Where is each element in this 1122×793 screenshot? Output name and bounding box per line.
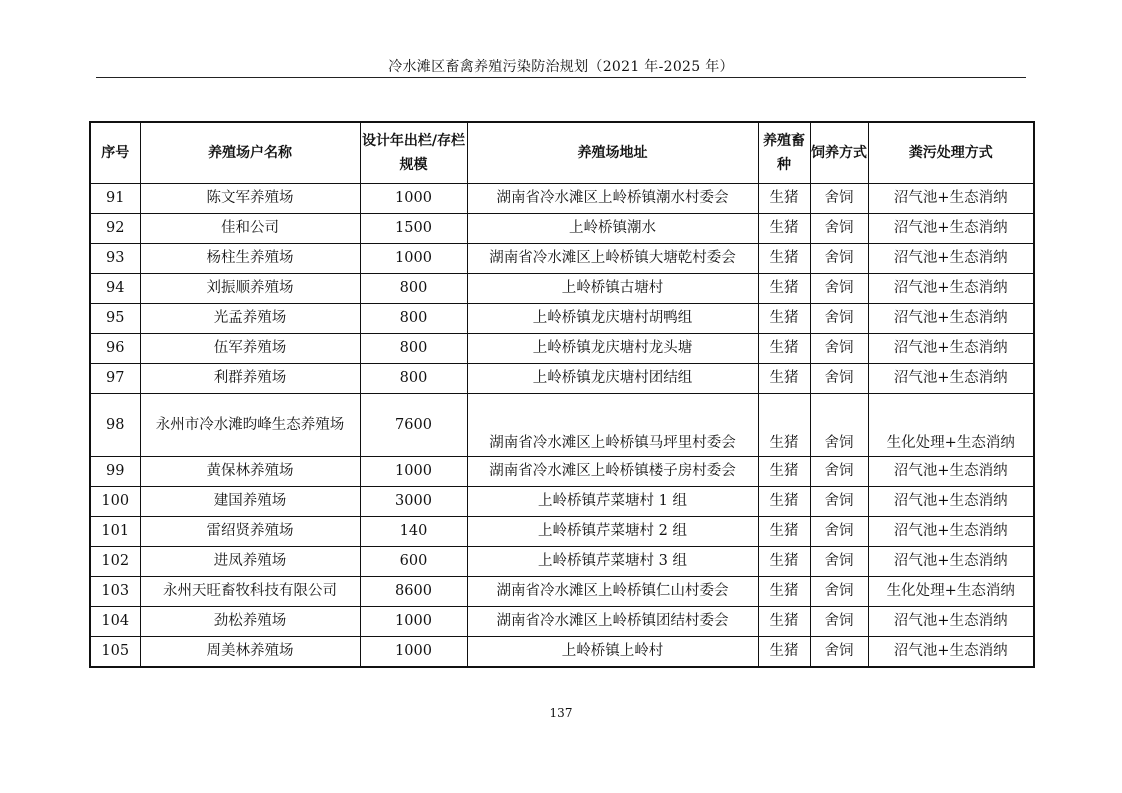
- cell-species: 生猪: [758, 637, 810, 668]
- cell-name: 伍军养殖场: [140, 334, 360, 364]
- cell-address: 上岭桥镇潮水: [467, 214, 758, 244]
- cell-name: 黄保林养殖场: [140, 457, 360, 487]
- cell-species: 生猪: [758, 364, 810, 394]
- cell-treatment: 生化处理+生态消纳: [868, 577, 1034, 607]
- cell-name: 永州天旺畜牧科技有限公司: [140, 577, 360, 607]
- cell-name: 杨柱生养殖场: [140, 244, 360, 274]
- table-row: [90, 637, 1034, 668]
- header-rule: [96, 77, 1026, 78]
- cell-address: 湖南省冷水滩区上岭桥镇潮水村委会: [467, 184, 758, 214]
- cell-feeding: 舍饲: [810, 244, 868, 274]
- cell-address: 湖南省冷水滩区上岭桥镇团结村委会: [467, 607, 758, 637]
- cell-name: 雷绍贤养殖场: [140, 517, 360, 547]
- cell-address: 上岭桥镇芹菜塘村 2 组: [467, 517, 758, 547]
- cell-treatment: 沼气池+生态消纳: [868, 184, 1034, 214]
- cell-feeding: 舍饲: [810, 457, 868, 487]
- farm-table: [89, 121, 1035, 668]
- table-row: [90, 547, 1034, 577]
- cell-address: 上岭桥镇龙庆塘村龙头塘: [467, 334, 758, 364]
- table-row: [90, 334, 1034, 364]
- cell-address: 上岭桥镇芹菜塘村 3 组: [467, 547, 758, 577]
- cell-address: 湖南省冷水滩区上岭桥镇楼子房村委会: [467, 457, 758, 487]
- cell-feeding: 舍饲: [810, 577, 868, 607]
- cell-species: 生猪: [758, 394, 810, 457]
- cell-treatment: 沼气池+生态消纳: [868, 364, 1034, 394]
- table-row: [90, 487, 1034, 517]
- cell-feeding: 舍饲: [810, 184, 868, 214]
- table-row: [90, 517, 1034, 547]
- page-number: 137: [549, 706, 573, 720]
- cell-treatment: 沼气池+生态消纳: [868, 607, 1034, 637]
- cell-name: 刘振顺养殖场: [140, 274, 360, 304]
- cell-no: 104: [90, 607, 140, 637]
- cell-feeding: 舍饲: [810, 394, 868, 457]
- cell-name: 劲松养殖场: [140, 607, 360, 637]
- table-row: [90, 607, 1034, 637]
- cell-address: 湖南省冷水滩区上岭桥镇大塘乾村委会: [467, 244, 758, 274]
- cell-no: 105: [90, 637, 140, 668]
- cell-address: 上岭桥镇古塘村: [467, 274, 758, 304]
- cell-feeding: 舍饲: [810, 334, 868, 364]
- cell-name: 建国养殖场: [140, 487, 360, 517]
- cell-name: 佳和公司: [140, 214, 360, 244]
- cell-no: 102: [90, 547, 140, 577]
- cell-no: 93: [90, 244, 140, 274]
- cell-address: 湖南省冷水滩区上岭桥镇仁山村委会: [467, 577, 758, 607]
- cell-no: 99: [90, 457, 140, 487]
- cell-species: 生猪: [758, 457, 810, 487]
- cell-no: 91: [90, 184, 140, 214]
- cell-scale: 1000: [360, 607, 467, 637]
- cell-feeding: 舍饲: [810, 274, 868, 304]
- cell-treatment: 沼气池+生态消纳: [868, 304, 1034, 334]
- cell-species: 生猪: [758, 334, 810, 364]
- cell-feeding: 舍饲: [810, 517, 868, 547]
- cell-species: 生猪: [758, 274, 810, 304]
- cell-treatment: 沼气池+生态消纳: [868, 637, 1034, 668]
- cell-feeding: 舍饲: [810, 214, 868, 244]
- cell-no: 97: [90, 364, 140, 394]
- cell-scale: 800: [360, 304, 467, 334]
- cell-scale: 8600: [360, 577, 467, 607]
- cell-treatment: 沼气池+生态消纳: [868, 517, 1034, 547]
- cell-no: 94: [90, 274, 140, 304]
- table-row: [90, 244, 1034, 274]
- cell-no: 96: [90, 334, 140, 364]
- cell-treatment: 沼气池+生态消纳: [868, 214, 1034, 244]
- cell-name: 周美林养殖场: [140, 637, 360, 668]
- cell-scale: 1000: [360, 637, 467, 668]
- cell-species: 生猪: [758, 487, 810, 517]
- cell-name: 进凤养殖场: [140, 547, 360, 577]
- cell-scale: 3000: [360, 487, 467, 517]
- table-row: [90, 274, 1034, 304]
- column-header-no: 序号: [90, 122, 140, 184]
- cell-treatment: 沼气池+生态消纳: [868, 334, 1034, 364]
- cell-address: 湖南省冷水滩区上岭桥镇马坪里村委会: [467, 394, 758, 457]
- table-body: [90, 184, 1034, 668]
- column-header-treatment: 粪污处理方式: [868, 122, 1034, 184]
- table-header-row: [90, 122, 1034, 184]
- cell-species: 生猪: [758, 244, 810, 274]
- cell-feeding: 舍饲: [810, 304, 868, 334]
- cell-species: 生猪: [758, 214, 810, 244]
- cell-treatment: 沼气池+生态消纳: [868, 457, 1034, 487]
- cell-name: 陈文军养殖场: [140, 184, 360, 214]
- cell-no: 98: [90, 394, 140, 457]
- cell-feeding: 舍饲: [810, 607, 868, 637]
- column-header-scale: 设计年出栏/存栏规模: [360, 122, 467, 184]
- table-row: [90, 364, 1034, 394]
- cell-species: 生猪: [758, 304, 810, 334]
- table-row: [90, 304, 1034, 334]
- cell-no: 92: [90, 214, 140, 244]
- cell-scale: 800: [360, 274, 467, 304]
- cell-no: 95: [90, 304, 140, 334]
- cell-treatment: 沼气池+生态消纳: [868, 487, 1034, 517]
- cell-address: 上岭桥镇芹菜塘村 1 组: [467, 487, 758, 517]
- cell-treatment: 沼气池+生态消纳: [868, 547, 1034, 577]
- cell-species: 生猪: [758, 547, 810, 577]
- cell-address: 上岭桥镇上岭村: [467, 637, 758, 668]
- table-row: [90, 184, 1034, 214]
- cell-treatment: 沼气池+生态消纳: [868, 274, 1034, 304]
- cell-species: 生猪: [758, 607, 810, 637]
- cell-no: 101: [90, 517, 140, 547]
- cell-feeding: 舍饲: [810, 637, 868, 668]
- cell-feeding: 舍饲: [810, 547, 868, 577]
- cell-address: 上岭桥镇龙庆塘村胡鸭组: [467, 304, 758, 334]
- column-header-address: 养殖场地址: [467, 122, 758, 184]
- column-header-name: 养殖场户名称: [140, 122, 360, 184]
- cell-feeding: 舍饲: [810, 364, 868, 394]
- cell-name: 光孟养殖场: [140, 304, 360, 334]
- page-header-title: 冷水滩区畜禽养殖污染防治规划（2021 年-2025 年）: [388, 59, 734, 75]
- cell-species: 生猪: [758, 184, 810, 214]
- table-row: [90, 577, 1034, 607]
- cell-scale: 1000: [360, 244, 467, 274]
- cell-scale: 7600: [360, 394, 467, 457]
- cell-scale: 1000: [360, 457, 467, 487]
- column-header-species: 养殖畜种: [758, 122, 810, 184]
- cell-no: 103: [90, 577, 140, 607]
- cell-feeding: 舍饲: [810, 487, 868, 517]
- cell-scale: 1500: [360, 214, 467, 244]
- column-header-feeding: 饲养方式: [810, 122, 868, 184]
- cell-address: 上岭桥镇龙庆塘村团结组: [467, 364, 758, 394]
- table-row: [90, 214, 1034, 244]
- cell-scale: 800: [360, 334, 467, 364]
- cell-species: 生猪: [758, 517, 810, 547]
- table-row: [90, 457, 1034, 487]
- cell-scale: 800: [360, 364, 467, 394]
- cell-name: 利群养殖场: [140, 364, 360, 394]
- cell-name: 永州市冷水滩昀峰生态养殖场: [140, 394, 360, 457]
- cell-treatment: 生化处理+生态消纳: [868, 394, 1034, 457]
- cell-scale: 140: [360, 517, 467, 547]
- table-row: [90, 394, 1034, 457]
- cell-scale: 600: [360, 547, 467, 577]
- cell-scale: 1000: [360, 184, 467, 214]
- cell-treatment: 沼气池+生态消纳: [868, 244, 1034, 274]
- cell-no: 100: [90, 487, 140, 517]
- cell-species: 生猪: [758, 577, 810, 607]
